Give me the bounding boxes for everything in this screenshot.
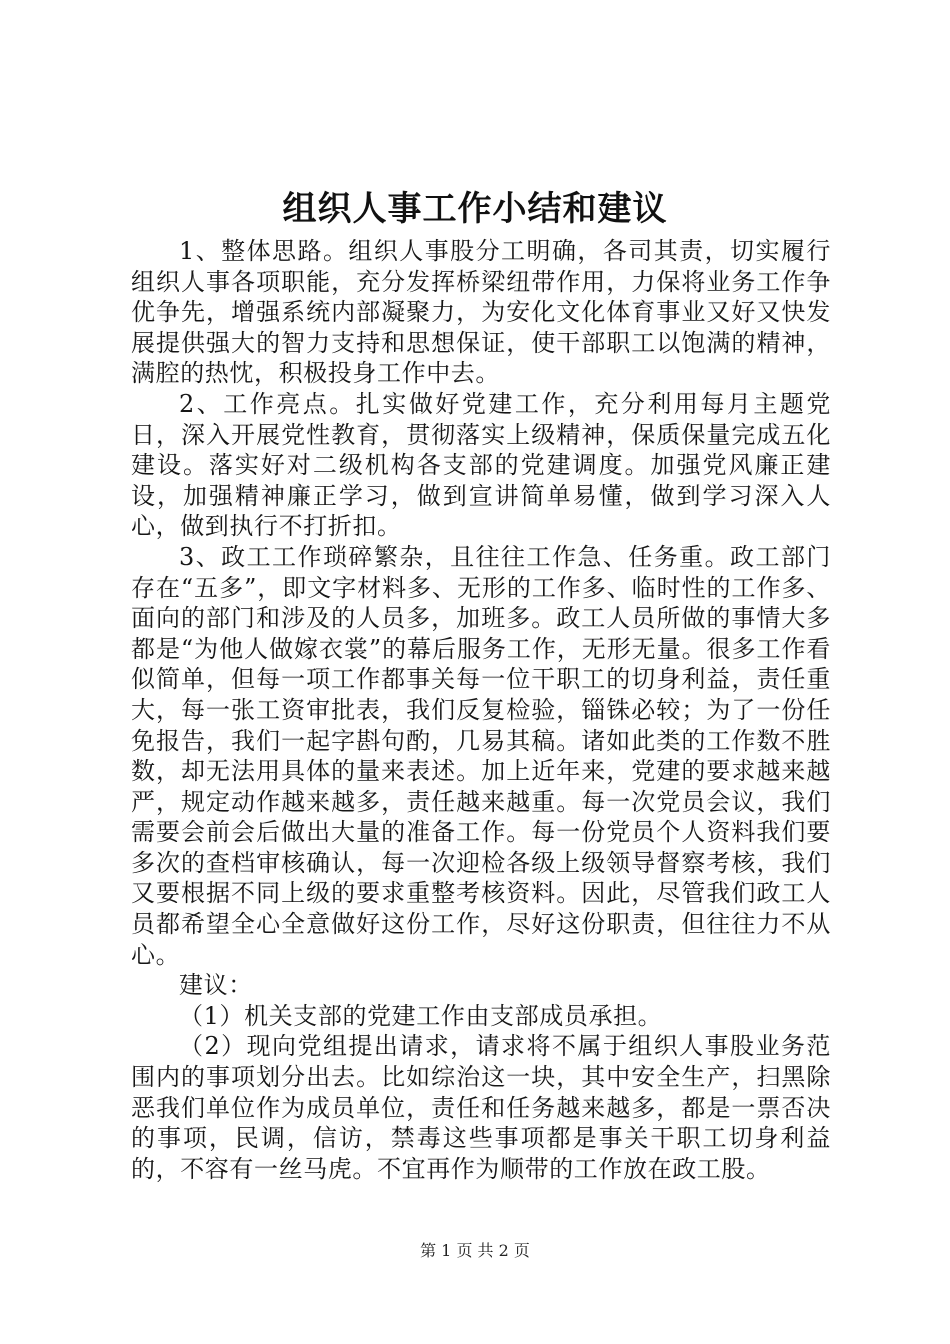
paragraph-suggestion-1: （1）机关支部的党建工作由支部成员承担。 [179,1001,663,1030]
paragraph-overall-approach: 1、整体思路。组织人事股分工明确，各司其责，切实履行组织人事各项职能，充分发挥桥梁纽带作用，力保将业务工作争优争先，增强系统内部凝聚力，为安化文化体育事业又好又快发展提供强大的智力支持和思想保证，使干部职工以饱满的精神，满腔的热忱，积极投身工作中去。 [131,237,831,388]
paragraph-suggestion-2: （2）现向党组提出请求，请求将不属于组织人事股业务范围内的事项划分出去。比如综治这一块，其中安全生产，扫黑除恶我们单位作为成员单位，责任和任务越来越多，都是一票否决的事项，民调，信访，禁毒这些事项都是事关干职工切身利益的，不容有一丝马虎。不宜再作为顺带的工作放在政工股。 [131,1032,831,1183]
paragraph-highlights: 2、工作亮点。扎实做好党建工作，充分利用每月主题党日，深入开展党性教育，贯彻落实上级精神，保质保量完成五化建设。落实好对二级机构各支部的党建调度。加强党风廉正建设，加强精神廉正学习，做到宣讲简单易懂，做到学习深入人心，做到执行不打折扣。 [131,389,831,541]
document-body [131,236,831,1184]
paragraph-difficulties: 3、政工工作琐碎繁杂，且往往工作急、任务重。政工部门存在“五多”，即文字材料多、无形的工作多、临时性的工作多、面向的部门和涉及的人员多，加班多。政工人员所做的事情大多都是“为他人做嫁衣裳”的幕后服务工作，无形无量。很多工作看似简单，但每一项工作都事关每一位干职工的切身利益，责任重大，每一张工资审批表，我们反复检验，锱铢必较；为了一份任免报告，我们一起字斟句酌，几易其稿。诸如此类的工作数不胜数，却无法用具体的量来表述。加上近年来，党建的要求越来越严，规定动作越来越多，责任越来越重。每一次党员会议，我们需要会前会后做出大量的准备工作。每一份党员个人资料我们要多次的查档审核确认，每一次迎检各级上级领导督察考核，我们又要根据不同上级的要求重整考核资料。因此，尽管我们政工人员都希望全心全意做好这份工作，尽好这份职责，但往往力不从心。 [131,542,831,969]
page-number-footer: 第 1 页 共 2 页 [420,1241,530,1260]
paragraph-suggestions-heading: 建议： [179,971,253,1000]
document-title: 组织人事工作小结和建议 [282,189,668,229]
